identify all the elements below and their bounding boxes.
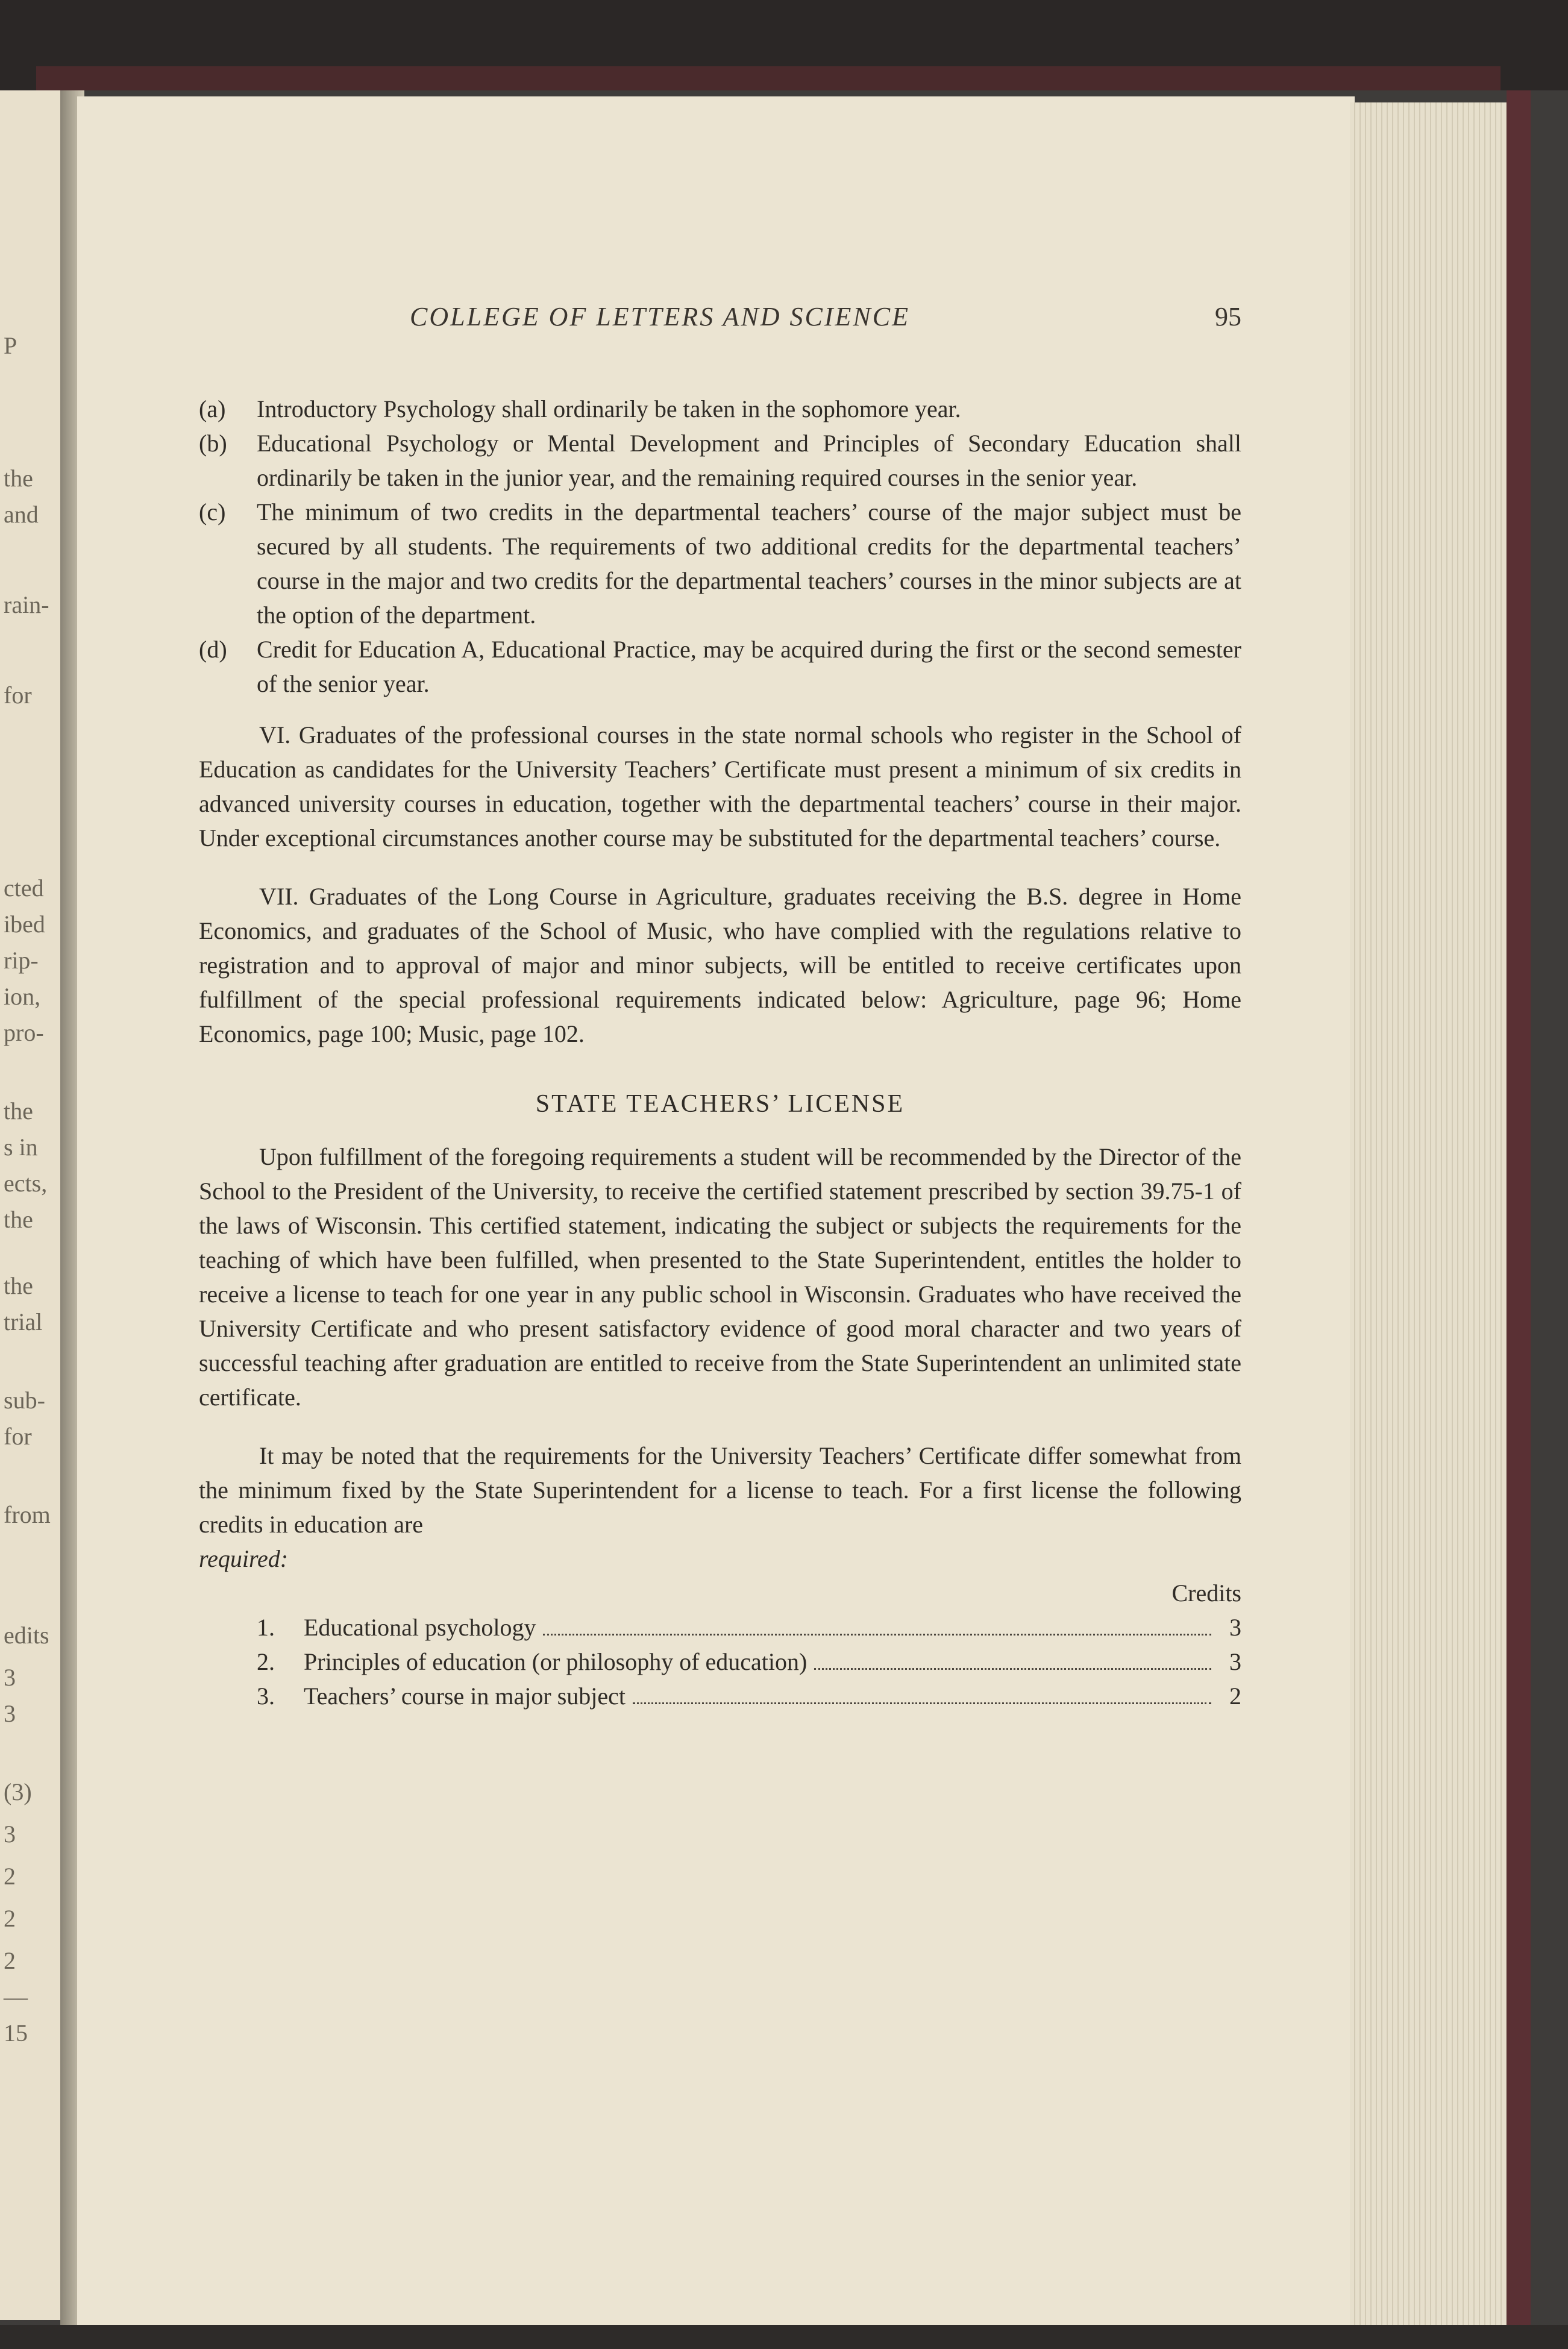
facing-fragment: 3 bbox=[4, 1821, 16, 1848]
running-title: COLLEGE OF LETTERS AND SCIENCE bbox=[410, 302, 910, 331]
dot-leader bbox=[633, 1702, 1211, 1704]
dot-leader bbox=[814, 1668, 1211, 1670]
page-body bbox=[199, 392, 1241, 1713]
credit-row-value: 3 bbox=[1229, 1648, 1241, 1675]
credit-row-label: Principles of education (or philosophy of education) bbox=[304, 1648, 808, 1675]
list-item bbox=[199, 495, 1241, 632]
credit-row-number: 1. bbox=[257, 1614, 275, 1641]
list-item bbox=[199, 632, 1241, 701]
list-item-text: Educational Psychology or Mental Development and Principles of Secondary Education shall ordinarily be taken in the junior year, and the remaining required courses in the senior year. bbox=[257, 430, 1241, 491]
facing-fragment: 15 bbox=[4, 2019, 28, 2046]
facing-fragment: trial bbox=[4, 1308, 43, 1335]
credit-row-value: 2 bbox=[1229, 1683, 1241, 1710]
facing-fragment: rain- bbox=[4, 591, 49, 618]
credits-column-header: Credits bbox=[1171, 1579, 1241, 1607]
facing-fragment: from bbox=[4, 1501, 51, 1528]
facing-fragment: the bbox=[4, 1272, 33, 1299]
credit-row-label: Educational psychology bbox=[304, 1614, 536, 1641]
book-cover-bottom bbox=[0, 2325, 1568, 2349]
facing-fragment: 3 bbox=[4, 1700, 16, 1727]
credit-row bbox=[199, 1610, 1241, 1645]
facing-fragment: and bbox=[4, 501, 39, 528]
facing-fragment: the bbox=[4, 1206, 33, 1233]
paragraph-license-requirements: Upon fulfillment of the foregoing requirements a student will be recommended by the Director of the School to the President of the University, to receive the certified statement prescribed by section 39.75-1 of the laws of Wisconsin. This certified statement, indicating the subject or subjects the requirements for the teaching of which have been fulfilled, when presented to the State Superintendent, entitles the holder to receive a license to teach for one year in any public school in Wisconsin. Graduates who have received the University Certificate and who present satisfactory evidence of good moral character and two years of successful teaching after graduation are entitled to receive from the State Superintendent an unlimited state certificate. bbox=[199, 1143, 1241, 1411]
credit-row bbox=[199, 1645, 1241, 1679]
facing-fragment: the bbox=[4, 1097, 33, 1124]
list-marker: (c) bbox=[199, 498, 226, 525]
paragraph-vi: VI. Graduates of the professional courses in the state normal schools who register in the School of Education as candidates for the University Teachers’ Certificate must present a minimum of six credits in advanced university courses in education, together with the departmental teachers’ course in their major. Under exceptional circumstances another course may be substituted for the departmental teachers’ course. bbox=[199, 721, 1241, 851]
book-cover-edge bbox=[36, 66, 1501, 90]
facing-fragment: edits bbox=[4, 1622, 49, 1649]
facing-fragment: 3 bbox=[4, 1664, 16, 1691]
facing-fragment: 2 bbox=[4, 1947, 16, 1974]
facing-fragment: ects, bbox=[4, 1170, 48, 1197]
credit-row-number: 2. bbox=[257, 1648, 275, 1675]
facing-fragment: sub- bbox=[4, 1387, 45, 1414]
facing-fragment: s in bbox=[4, 1134, 38, 1161]
facing-fragment: (3) bbox=[4, 1778, 32, 1805]
facing-fragment: — bbox=[4, 1983, 28, 2010]
list-item-text: The minimum of two credits in the departmental teachers’ course of the major subject must be secured by all students. The requirements of two additional credits for the departmental teachers’ course in the major and two credits for the departmental teachers’ courses in the minor subjects are at the option of the department. bbox=[257, 498, 1241, 629]
list-marker: (a) bbox=[199, 395, 226, 422]
cover-right-edge bbox=[1507, 90, 1531, 2338]
list-marker: (b) bbox=[199, 430, 227, 457]
paragraph-license-difference-text: It may be noted that the requirements for the University Teachers’ Certificate differ somewhat from the minimum fixed by the State Superintendent for a license to teach. For a first license the following credits in education are bbox=[199, 1442, 1241, 1538]
facing-fragment: 2 bbox=[4, 1905, 16, 1932]
facing-fragment: 2 bbox=[4, 1863, 16, 1890]
list-marker: (d) bbox=[199, 636, 227, 663]
facing-fragment: rip- bbox=[4, 947, 39, 974]
facing-fragment: ibed bbox=[4, 911, 45, 938]
list-item bbox=[199, 426, 1241, 495]
facing-fragment: ion, bbox=[4, 983, 41, 1010]
facing-page bbox=[0, 90, 66, 2320]
credit-row-label: Teachers’ course in major subject bbox=[304, 1683, 626, 1710]
list-item bbox=[199, 392, 1241, 426]
list-item-text: Credit for Education A, Educational Practice, may be acquired during the first or the second semester of the senior year. bbox=[257, 636, 1241, 697]
paragraph-license-difference bbox=[199, 1438, 1241, 1576]
paragraph-vii: VII. Graduates of the Long Course in Agriculture, graduates receiving the B.S. degree in Home Economics, and graduates of the School of Music, who have complied with the regulations relative to registration and to approval of major and minor subjects, will be entitled to receive certificates upon fulfillment of the special professional requirements indicated below: Agriculture, page 96; Home Economics, page 100; Music, page 102. bbox=[199, 883, 1241, 1047]
facing-fragment: for bbox=[4, 682, 32, 709]
running-header bbox=[410, 301, 1241, 337]
page-number: 95 bbox=[1215, 302, 1241, 331]
facing-fragment: for bbox=[4, 1423, 32, 1450]
credit-row bbox=[199, 1679, 1241, 1713]
facing-page-fragments bbox=[0, 90, 66, 2320]
page-edges bbox=[1350, 102, 1513, 2326]
credit-row-number: 3. bbox=[257, 1683, 275, 1710]
section-title: STATE TEACHERS’ LICENSE bbox=[535, 1090, 905, 1118]
facing-fragment: P bbox=[4, 332, 17, 359]
facing-fragment: cted bbox=[4, 874, 44, 902]
credit-row-value: 3 bbox=[1229, 1614, 1241, 1641]
list-item-text: Introductory Psychology shall ordinarily be taken in the sophomore year. bbox=[257, 395, 961, 422]
facing-fragment: pro- bbox=[4, 1019, 44, 1046]
required-label: required: bbox=[199, 1545, 289, 1572]
dot-leader bbox=[543, 1634, 1211, 1636]
facing-fragment: the bbox=[4, 465, 33, 492]
